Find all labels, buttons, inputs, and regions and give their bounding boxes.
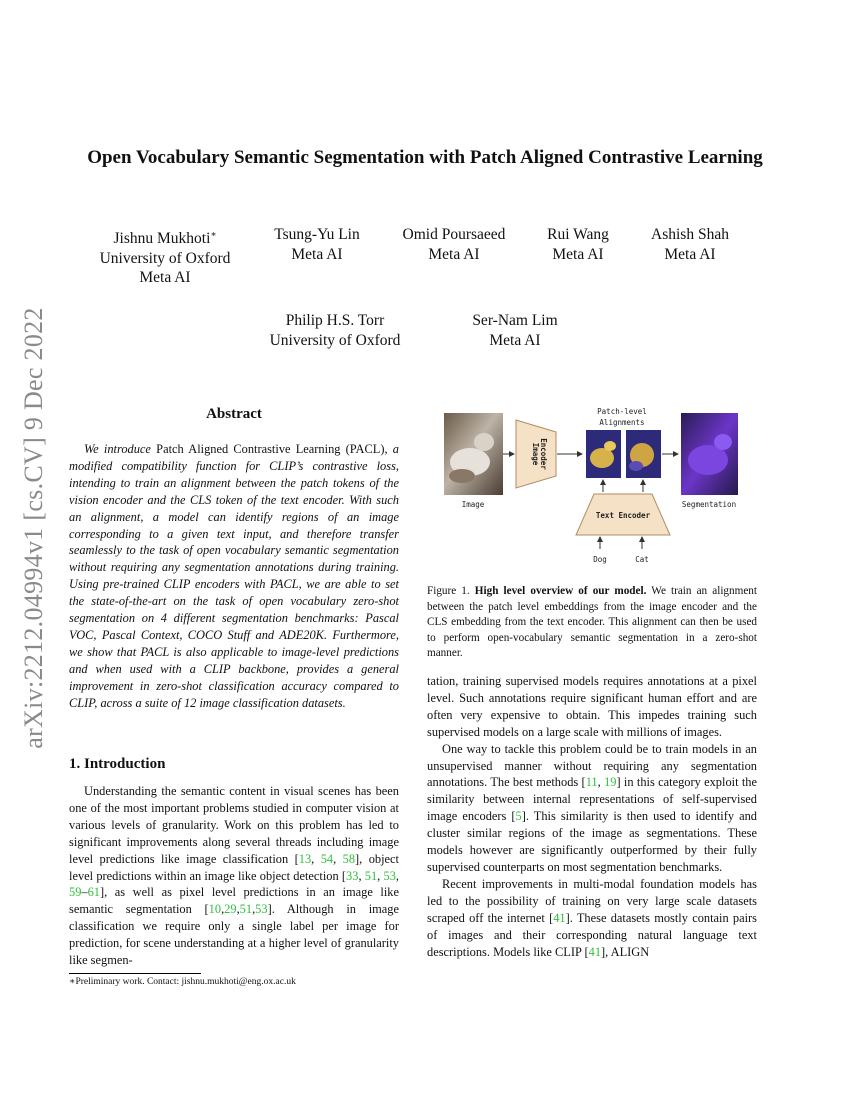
image-encoder-label: Image bbox=[531, 442, 540, 466]
author-name: Philip H.S. Torr bbox=[285, 312, 385, 329]
abstract-text: , a modified compatibility function for CLIP’s contrastive loss, intending to train an alignment between the patch tokens of the vision encoder and the CLS token of the text encoder. With such an alignment, a model can identify regions of an image corresponding to a given text input, and therefore transfer seamlessly to the task of open vocabulary semantic segmentation without requiring any segmentation annotations during training. Using pre-trained CLIP encoders with PACL, we are able to set the state-of-the-art on the task of open vocabulary zero-shot segmentation on 4 different segmentation benchmarks: Pascal VOC, Pascal Context, COCO Stuff and ADE20K. Furthermore, we show that PACL is also applicable to image-level predictions and when used with a CLIP backbone, provides a general improvement in zero-shot classification accuracy compared to CLIP, across a suite of 12 image classification datasets. bbox=[69, 442, 399, 710]
paragraph-text: ]. These datasets mostly contain pairs of images and their corresponding natural language text descriptions. Models like CLIP [ bbox=[427, 910, 758, 959]
author-affiliation: Meta AI bbox=[139, 269, 191, 287]
caption-label: Figure 1. bbox=[427, 585, 470, 597]
paragraph-text: One way to tackle this problem could be to train models in an unsupervised manner without requiring any segmentation annotations. The best methods [ bbox=[427, 741, 757, 790]
abstract-pacl: Patch Aligned Contrastive Learning (PACL) bbox=[156, 442, 385, 456]
text-encoder-label: Text Encoder bbox=[595, 511, 651, 520]
citation-link[interactable]: 5 bbox=[515, 809, 522, 824]
citation-link[interactable]: 13 bbox=[298, 851, 312, 866]
citation-link[interactable]: 33 bbox=[346, 868, 359, 883]
author-name: Jishnu Mukhoti bbox=[113, 230, 211, 248]
author-block bbox=[257, 225, 377, 264]
paragraph-text: ], ALIGN bbox=[601, 944, 650, 959]
figure-1-diagram bbox=[440, 400, 780, 572]
author-affiliation: Meta AI bbox=[428, 245, 480, 263]
paper-title: Open Vocabulary Semantic Segmentation with Patch Aligned Contrastive Learning bbox=[87, 147, 763, 168]
citation-link[interactable]: 19 bbox=[604, 775, 617, 790]
dog-label: Dog bbox=[593, 555, 607, 564]
footnote: ∗Preliminary work. Contact: jishnu.mukhoti@eng.ox.ac.uk bbox=[69, 977, 296, 987]
segmentation-output bbox=[681, 413, 738, 495]
cat-label: Cat bbox=[635, 555, 649, 564]
caption-text: We train an alignment between the patch level embeddings from the image encoder and the CLS embedding from the text encoder. This alignment can then be used to perform open-vocabulary semantic segmentation in a zero-shot manner. bbox=[427, 585, 757, 660]
intro-heading: 1. Introduction bbox=[69, 756, 166, 772]
author-affiliation: University of Oxford bbox=[99, 249, 231, 267]
author-block bbox=[80, 225, 250, 288]
intro-body: Understanding the semantic content in visual scenes has been one of the most important problems studied in computer vision at various levels of granularity. Work on this problem has led to significant improvements along several threads including image level predictions like image classification [13, 54, 58], object level predictions within an image like object detection [33, 51, 53, 59–61], as well as pixel level predictions in an image like semantic segmentation [10,29,51,53]. Although in image classification we require only a single label per image for prediction, for scene understanding at a higher level of granularity like segmen- bbox=[69, 784, 400, 968]
author-affiliation: Meta AI bbox=[291, 245, 343, 263]
citation-link[interactable]: 59 bbox=[69, 885, 82, 900]
patch-label: Patch-level bbox=[597, 407, 647, 416]
author-name: Omid Poursaeed bbox=[402, 226, 506, 243]
citation-link[interactable]: 58 bbox=[342, 851, 356, 866]
abstract-heading: Abstract bbox=[206, 406, 262, 422]
figure-1-caption bbox=[427, 584, 757, 662]
author-footnote-mark: ∗ bbox=[210, 229, 217, 239]
citation-link[interactable]: 11 bbox=[585, 775, 598, 790]
arxiv-stamp: arXiv:2212.04994v1 [cs.CV] 9 Dec 2022 bbox=[19, 307, 48, 749]
abstract-body bbox=[69, 441, 399, 712]
patch-label: Alignments bbox=[599, 418, 645, 427]
paragraph: tation, training supervised models requires annotations at a pixel level. Such annotations require significant human effort and are often very expensive to obtain. This impedes training such supervised models on a large scale with millions of images. bbox=[427, 674, 757, 739]
caption-bold: High level overview of our model. bbox=[474, 585, 647, 597]
segmentation-label: Segmentation bbox=[681, 500, 737, 509]
author-block bbox=[255, 311, 415, 350]
patch-alignment-dog bbox=[586, 430, 621, 478]
right-column-body bbox=[427, 673, 757, 960]
citation-link[interactable]: 53 bbox=[383, 868, 396, 883]
author-affiliation: Meta AI bbox=[664, 245, 716, 263]
footnote-rule bbox=[69, 973, 201, 974]
author-name: Ser-Nam Lim bbox=[472, 312, 558, 329]
paragraph-text: ]. This similarity is then used to identify and cluster similar regions of the image as segmentations. These models however are significantly outperformed by their fully supervised counterparts on most segmentation benchmarks. bbox=[427, 809, 757, 874]
input-image bbox=[444, 413, 503, 495]
citation-link[interactable]: 41 bbox=[588, 944, 602, 959]
paragraph-text: Recent improvements in multi-modal foundation models has led to the possibility of training on very large scale datasets scraped off the internet [ bbox=[427, 876, 757, 925]
intro-text: ], object level predictions within an image like object detection [ bbox=[69, 851, 399, 883]
author-affiliation: University of Oxford bbox=[269, 331, 401, 349]
paragraph-text: ] in this category exploit the similarity between internal representations of self-supervised image encoders [ bbox=[427, 775, 757, 824]
author-block bbox=[455, 311, 575, 350]
author-block bbox=[389, 225, 519, 264]
image-encoder-label: Encoder bbox=[539, 438, 548, 470]
author-block bbox=[640, 225, 740, 264]
intro-text: ]. Although in image classification we require only a single label per image for prediction, for scene understanding at a higher level of granularity like segmen- bbox=[69, 902, 399, 968]
citation-link[interactable]: 29 bbox=[224, 902, 237, 917]
abstract-lead: We introduce bbox=[84, 442, 151, 456]
citation-link[interactable]: 54 bbox=[320, 851, 334, 866]
paragraph bbox=[427, 876, 757, 961]
citation-link[interactable]: 53 bbox=[255, 902, 268, 917]
citation-link[interactable]: 10 bbox=[208, 902, 222, 917]
patch-alignment-cat bbox=[626, 430, 661, 478]
citation-link[interactable]: 51 bbox=[364, 868, 378, 883]
citation-link[interactable]: 61 bbox=[87, 885, 100, 900]
author-name: Ashish Shah bbox=[651, 226, 729, 243]
citation-link[interactable]: 41 bbox=[553, 910, 566, 925]
author-name: Rui Wang bbox=[547, 226, 609, 243]
author-affiliation: Meta AI bbox=[552, 245, 604, 263]
author-name: Tsung-Yu Lin bbox=[274, 226, 360, 243]
image-label: Image bbox=[461, 500, 485, 509]
author-affiliation: Meta AI bbox=[489, 331, 541, 349]
paragraph: One way to tackle this problem could be to train models in an unsupervised manner without requiring any segmentation annotations. The best methods [11, 19] in this category exploit the similarity between internal representations of self-supervised image encoders [5]. This similarity is then used to identify and cluster similar regions of the image as segmentations. These models however are significantly outperformed by their fully supervised counterparts on most segmentation benchmarks. bbox=[427, 741, 757, 874]
intro-text: Understanding the semantic content in visual scenes has been one of the most important problems studied in computer vision at various levels of granularity. Work on this problem has led to significant improvements along several threads including image level predictions like image classification [ bbox=[69, 784, 399, 866]
intro-text: ], as well as pixel level predictions in an image like semantic segmentation [ bbox=[69, 885, 399, 917]
author-block bbox=[533, 225, 623, 264]
citation-link[interactable]: 51 bbox=[239, 902, 253, 917]
